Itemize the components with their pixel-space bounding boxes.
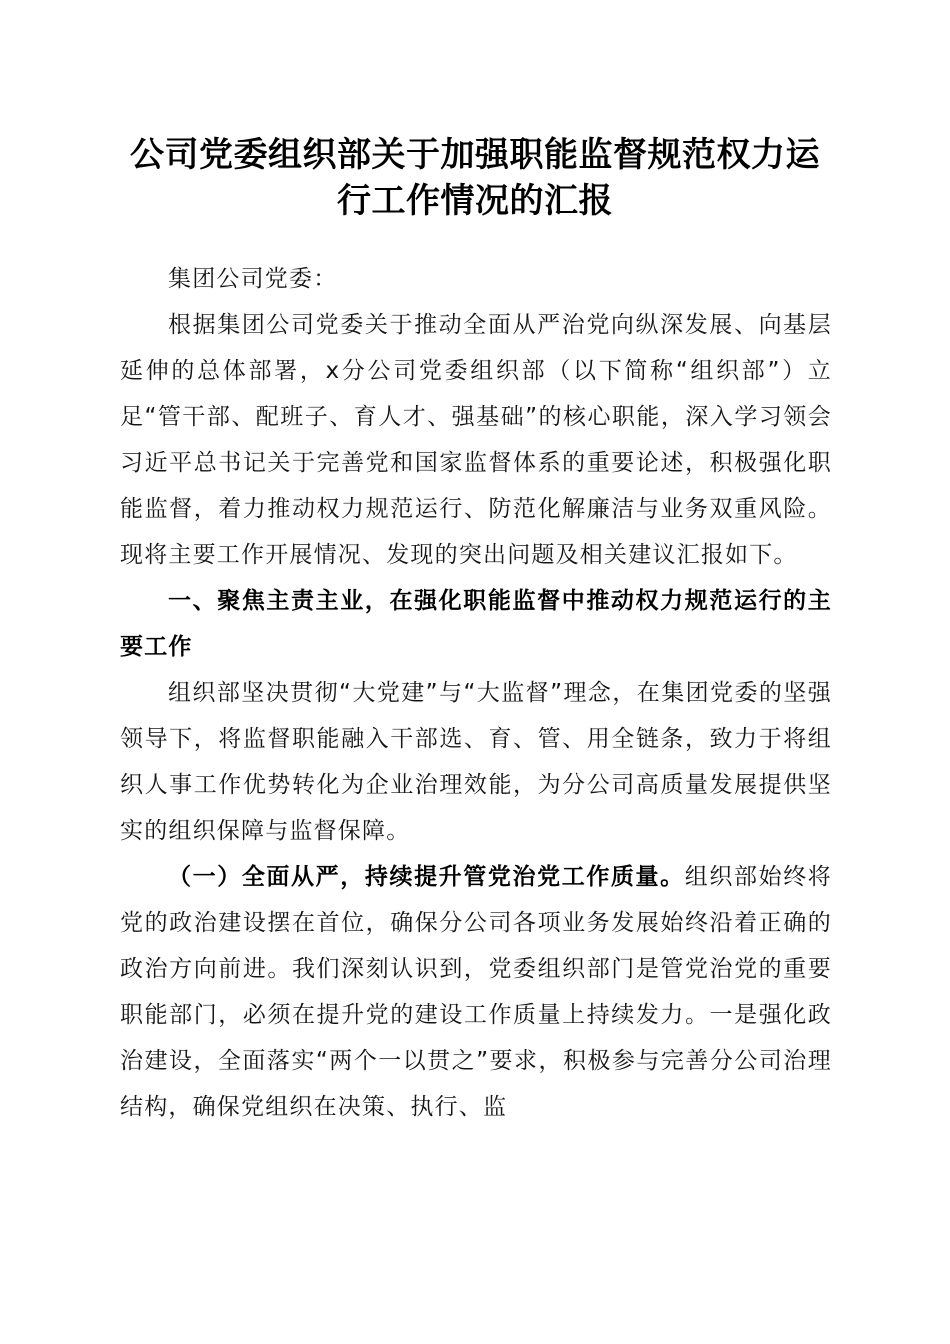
- salutation: 集团公司党委：: [168, 266, 338, 292]
- subsection-1-paragraph: [120, 854, 832, 1130]
- subsection-1-body: 组织部始终将党的政治建设摆在首位，确保分公司各项业务发展始终沿着正确的政治方向前进。我们深刻认识到，党委组织部门是管党治党的重要职能部门，必须在提升党的建设工作质量上持续发力。一是强化政治建设，全面落实“两个一以贯之”要求，积极参与完善分公司治理结构，确保党组织在决策、执行、监: [120, 864, 833, 1120]
- document-body: [120, 256, 832, 1130]
- title-line-2: 行工作情况的汇报: [337, 181, 613, 221]
- subsection-1-lead: （一）全面从严，持续提升管党治党工作质量。: [168, 864, 685, 890]
- title-line-1: 公司党委组织部关于加强职能监督规范权力运: [130, 135, 820, 175]
- section-1-heading: 一、聚焦主责主业，在强化职能监督中推动权力规范运行的主要工作: [120, 588, 832, 660]
- section-1-intro-paragraph: 组织部坚决贯彻“大党建”与“大监督”理念，在集团党委的坚强领导下，将监督职能融入干部选、育、管、用全链条，致力于将组织人事工作优势转化为企业治理效能，为分公司高质量发展提供坚实的组织保障与监督保障。: [120, 680, 832, 844]
- document-title: [100, 132, 850, 224]
- intro-paragraph: 根据集团公司党委关于推动全面从严治党向纵深发展、向基层延伸的总体部署，x分公司党委组织部（以下简称“组织部”）立足“管干部、配班子、育人才、强基础”的核心职能，深入学习领会习近平总书记关于完善党和国家监督体系的重要论述，积极强化职能监督，着力推动权力规范运行、防范化解廉洁与业务双重风险。现将主要工作开展情况、发现的突出问题及相关建议汇报如下。: [120, 312, 832, 568]
